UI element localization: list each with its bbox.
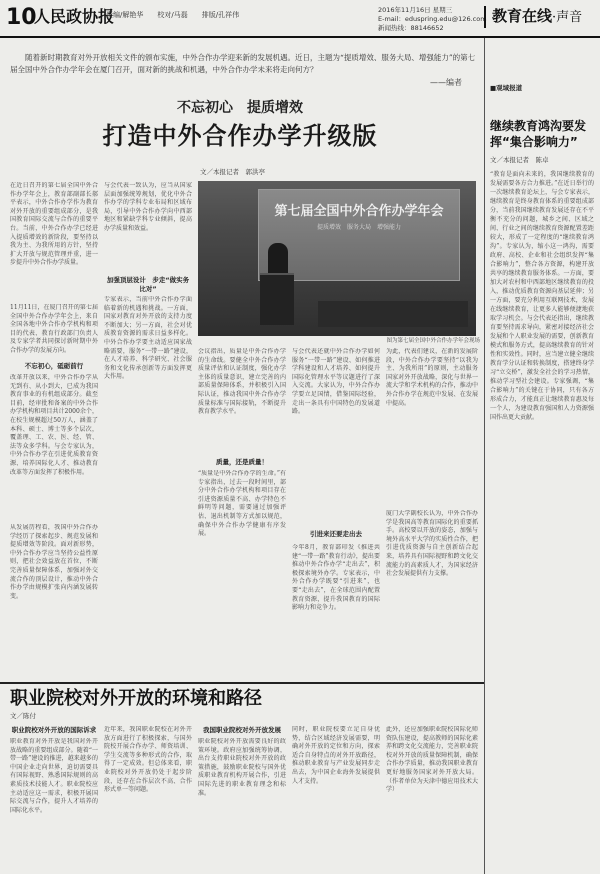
right-column-body: “教育是面向未来的，我国继续教育的发展需要各方合力推进。”在近日举行的一次继续教育论坛上，与会专家表示，继续教育是终身教育体系的重要组成部分，当前我国继续教育发展还存在不平衡不充分的问题，城乡之间、区域之间、行业之间的继续教育资源配置差距较大，形成了一定程度的“继续教育鸿沟”。专家认为，缩小这一鸿沟，需要政府、高校、企业和社会组织发挥“集合影响力”，整合各方资源，构建开放共享的继续教育服务体系。一方面，要加大对农村和中西部地区继续教育的投入，推动优质教育资源向基层延伸；另一方面，要充分利用互联网技术，发展在线继续教育，让更多人能够便捷地获取学习机会。与会代表还指出，继续教育要坚持需求导向，紧密对接经济社会发展和个人职业发展的需要，创新教育模式和服务方式，提高继续教育的针对性和实效性。同时，应当建立健全继续教育学分认证和转换制度，搭建终身学习“立交桥”，激发全社会的学习热情，推动学习型社会建设。专家强调，“集合影响力”的关键在于协同，只有各方形成合力，才能真正让继续教育惠及每一个人，为建设教育强国和人力资源强国作出更大贡献。 [490,171,594,421]
column-name [484,6,582,28]
second-col1: 职业教育对外开放是我国对外开放战略的重要组成部分。随着“一带一路”建设的推进，越来越多的中国企业走向世界，迫切需要具有国际视野、熟悉国际规则的高素质技术技能人才。职业院校应主动适应这一需求，积极开展国际交流与合作，提升人才培养的国际化水平。 [10,738,98,814]
second-col2: 近年来，我国职业院校在对外开放方面进行了积极探索，与国外院校开展合作办学、师资培训、学生交流等多种形式的合作，取得了一定成效。但总体来看，职业院校对外开放仍处于起步阶段，还存在合作层次不高、合作形式单一等问题。 [104,726,192,794]
right-column-byline: 文／本报记者 陈卓 [490,156,549,164]
article-col4-a: 与会代表还就中外合作办学如何服务“一带一路”建设、如何推进学科建设和人才培养、如何提升国际化管理水平等议题进行了深入交流。大家认为，中外合作办学要立足国情，借鉴国际经验，走出一条具有中国特色的发展道路。 [292,348,380,416]
headline-kicker: 不忘初心 提质增效 [177,100,303,116]
second-subheading-2: 我国职业院校对外开放发展 [203,726,281,734]
staff-credits: 责编/解艳华 校对/马磊 排版/孔祥伟 [106,11,240,19]
article-col1-d: 从发展历程看，我国中外合作办学经历了探索起步、规范发展和提质增效等阶段。面对新形势，中外合作办学应当坚持公益性原则，把社会效益放在首位，不断完善质量保障体系，加强对外交流合作的顶层设计，推动中外合作办学由规模扩张向内涵发展转变。 [10,524,98,600]
right-column-headline: 继续教育鸿沟要发挥“集合影响力” [490,119,587,149]
projection-screen [258,189,460,281]
date-contact-block [378,6,487,33]
article-col5-a: 为此，代表们建议，在新的发展阶段，中外合作办学要坚持“以我为主、为我所用”的原则，主动服务国家对外开放战略，深化与世界一流大学和学术机构的合作，推动中外合作办学在规范中发展、在发展中提高。 [386,348,478,407]
paper-name: 人民政协报 [34,7,115,26]
subheading-col2: 加强顶层设计 步走“做实务比对” [106,276,190,293]
second-col3: 职业院校对外开放需要良好的政策环境。政府应加强统筹协调，出台支持职业院校对外开放的政策措施，鼓励职业院校与国外优质职业教育机构开展合作，引进国际先进的职业教育理念和标准。 [198,738,286,797]
conference-photo [198,181,476,336]
right-column-tag: ■观域报道 [490,84,523,92]
intro-paragraph: 随着新时期教育对外开放相关文件的颁布实施，中外合作办学迎来新的发展机遇。近日，主题为“提质增效、服务大局、增强能力”的第七届全国中外合作办学年会在厦门召开，面对新的挑战和机遇，中外合作办学未来将走向何方？ [10,53,476,74]
headline-main: 打造中外合作办学升级版 [102,122,378,150]
masthead [0,0,600,38]
second-col4: 同时，职业院校要立足自身优势，结合区域经济发展需要，明确对外开放的定位和方向，探索适合自身特点的对外开放路径，推动职业教育与产业发展同步走出去，为中国企业海外发展提供人才支持。 [292,726,380,785]
article-col1-a: 在近日召开的第七届全国中外合作办学年会上，教育部副部长郝平表示，中外合作办学作为教育对外开放的重要组成部分，是我国教育国际交流与合作的重要平台。当前，中外合作办学已经进入提质增效的新阶段，要坚持以我为主、为我所用的方针，坚持扩大开放与规范管理并重，进一步提升中外合作办学质量。 [10,182,98,267]
article-col5-b: 厦门大学副校长认为，中外合作办学是我国高等教育国际化的重要抓手。高校要以开放的姿态，加强与境外高水平大学的实质性合作，把引进优质资源与自主创新结合起来，培养具有国际视野和跨文化交流能力的高素质人才，为国家经济社会发展提供有力支撑。 [386,510,478,578]
date-line: 2016年11月16日 星期三 [378,6,453,14]
speaker-figure [268,243,288,277]
article-col2-a: 专家表示，当前中外合作办学面临着新的机遇和挑战。一方面，国家对教育对外开放的支持力度不断加大；另一方面，社会对优质教育资源的需求日益多样化。中外合作办学要主动适应国家战略需要，服务“一带一路”建设，在人才培养、科学研究、社会服务和文化传承创新等方面发挥更大作用。 [104,296,192,381]
article-col3-b: “质量是中外合作办学的生命。”有专家指出，过去一段时间里，部分中外合作办学机构和项目存在引进资源质量不高、办学特色不鲜明等问题，需要通过加强评估、退出机制等方式加以规范，确保中外合作办学健康有序发展。 [198,470,286,538]
section-divider [0,682,484,684]
second-subheading-1: 职业院校对外开放的国际诉求 [11,726,97,734]
subheading-col4: 引进来还要走出去 [310,530,362,538]
page-number: 10 [6,5,37,30]
second-article-headline: 职业院校对外开放的环境和路径 [10,688,262,709]
screen-title: 第七届全国中外合作办学年会 [274,204,444,219]
subheading-col3: 质量，还是质量！ [216,458,268,466]
article-col1-b: 11月11日，在厦门召开的第七届全国中外合作办学年会上，来自全国各地中外合作办学机构和项目的代表、教育行政部门负责人及专家学者共同探讨新时期中外合作办学的发展方向。 [10,304,98,354]
subheading-col1: 不忘初心，砥砺前行 [24,362,84,370]
screen-subtitle: 提质增效 服务大局 增强能力 [316,224,401,231]
column-subtitle: ·声音 [552,10,583,25]
email-line: E-mail：eduspring.edu@126.com [378,15,487,23]
podium [260,273,294,325]
article-col1-c: 改革开放以来，中外合作办学从无到有、从小到大，已成为我国教育事业的有机组成部分。截至目前，经审批和备案的中外合作办学机构和项目共计2000余个，在校生规模超过50万人，涵盖了本科、硕士、博士等多个层次，覆盖理、工、农、医、经、管、法等众多学科。与会专家认为，中外合作办学在引进优质教育资源、培养国际化人才、推动教育改革等方面发挥了积极作用。 [10,374,98,476]
second-article-byline: 文／陈付 [10,712,36,720]
article-col4-b: 今年8月，教育部印发《推进共建“一带一路”教育行动》，提出要推动中外合作办学“走出去”，积极探索境外办学。专家表示，中外合作办学既要“引进来”，也要“走出去”，在全球范围内配置教育资源，提升我国教育的国际影响力和竞争力。 [292,544,380,612]
photo-caption: 图为第七届全国中外合作办学年会现场 [386,338,480,344]
head-table [318,301,468,327]
column-title: 教育在线 [492,7,553,25]
headline-byline: 文／本报记者 郭洪亭 [200,168,265,176]
article-col2-intro: 与会代表一致认为，应当从国家层面加强统筹规划，优化中外合作办学的学科专业布局和区域布局，引导中外合作办学向中西部地区和紧缺学科专业倾斜，提高办学质量和效益。 [104,182,192,232]
article-col3-a: 会议指出，质量是中外合作办学的生命线。要健全中外合作办学质量评估和认证制度，强化办学主体的质量意识，建立完善的内部质量保障体系，并积极引入国际认证，推动我国中外合作办学质量标准与国际接轨，不断提升教育教学水平。 [198,348,286,416]
second-col5: 此外，还应加强职业院校国际化师资队伍建设，提高教师的国际化素养和跨文化交流能力，完善职业院校对外开放的质量保障机制，确保合作办学质量，推动我国职业教育更好地服务国家对外开放大局。（作者单位为天津中德应用技术大学） [386,726,478,794]
intro-signature: ——编者 [430,78,462,87]
right-column-rule [484,38,485,874]
phone-line: 新闻热线：88146652 [378,24,444,32]
